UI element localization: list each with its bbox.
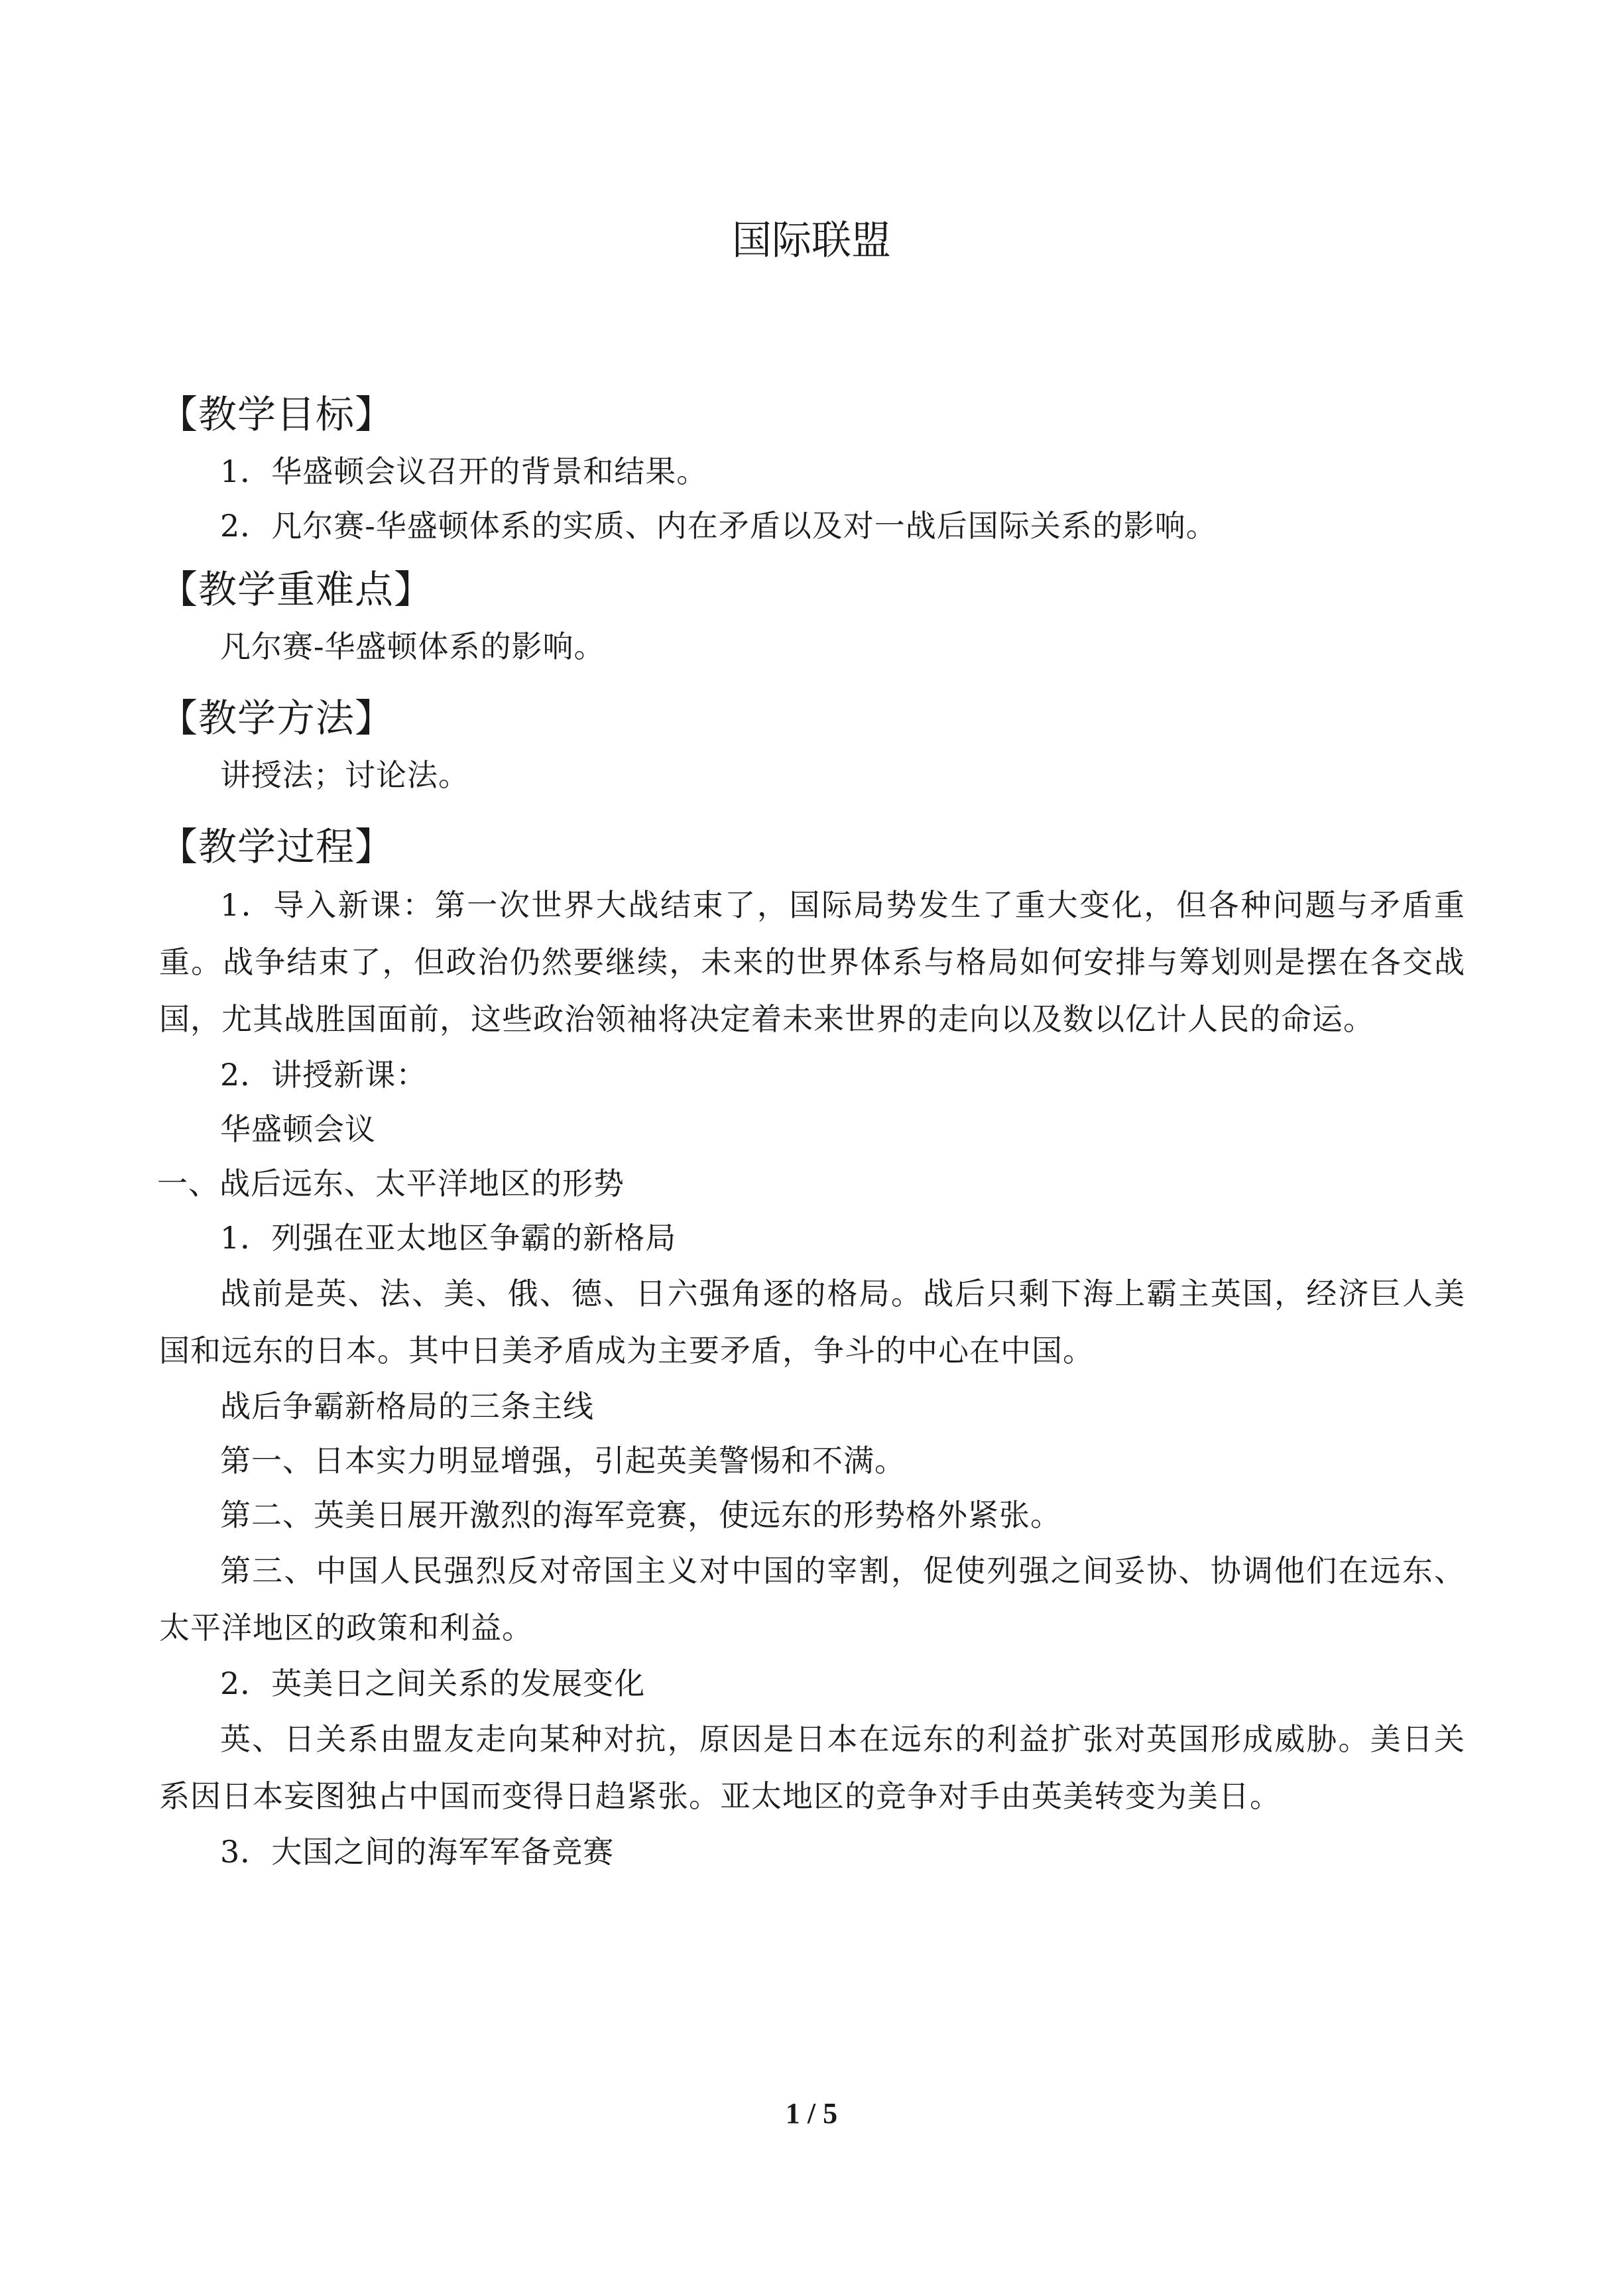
objective-item: 1．华盛顿会议召开的背景和结果。: [220, 453, 708, 489]
key-points-heading: 【教学重难点】: [159, 567, 434, 612]
point-paragraph: 战前是英、法、美、俄、德、日六强角逐的格局。战后只剩下海上霸主英国，经济巨人美国和远东的日本。其中日美矛盾成为主要矛盾，争斗的中心在中国。: [159, 1276, 1465, 1368]
main-lines-title: 战后争霸新格局的三条主线: [220, 1388, 594, 1424]
main-line-item: 第二、英美日展开激烈的海军竞赛，使远东的形势格外紧张。: [220, 1497, 1061, 1533]
methods-heading: 【教学方法】: [159, 695, 394, 741]
document-body: [159, 385, 1465, 1879]
main-line-item: 第一、日本实力明显增强，引起英美警惕和不满。: [220, 1443, 906, 1479]
page-title: 国际联盟: [732, 217, 891, 264]
intro-paragraph: 1．导入新课：第一次世界大战结束了，国际局势发生了重大变化，但各种问题与矛盾重重。战争结束了，但政治仍然要继续，未来的世界体系与格局如何安排与筹划则是摆在各交战国，尤其战胜国面前，这些政治领袖将决定着未来世界的走向以及数以亿计人民的命运。: [159, 887, 1465, 1037]
point-title: 1．列强在亚太地区争霸的新格局: [220, 1220, 677, 1256]
point-title: 3．大国之间的海军军备竞赛: [220, 1834, 615, 1870]
teach-label: 2．讲授新课：: [220, 1057, 428, 1093]
section-subtitle: 华盛顿会议: [220, 1111, 376, 1147]
page-number: 1 / 5: [785, 2097, 838, 2130]
part-title: 一、战后远东、太平洋地区的形势: [157, 1166, 625, 1201]
objectives-heading: 【教学目标】: [159, 392, 394, 437]
process-heading: 【教学过程】: [159, 824, 394, 869]
key-points-text: 凡尔赛-华盛顿体系的影响。: [220, 629, 605, 664]
objective-item: 2．凡尔赛-华盛顿体系的实质、内在矛盾以及对一战后国际关系的影响。: [220, 508, 1217, 544]
methods-text: 讲授法；讨论法。: [220, 757, 469, 793]
main-line-item: 第三、中国人民强烈反对帝国主义对中国的宰割，促使列强之间妥协、协调他们在远东、太平洋地区的政策和利益。: [159, 1553, 1465, 1646]
point-paragraph: 英、日关系由盟友走向某种对抗，原因是日本在远东的利益扩张对英国形成威胁。美日关系因日本妄图独占中国而变得日趋紧张。亚太地区的竞争对手由英美转变为美日。: [159, 1721, 1465, 1814]
point-title: 2．英美日之间关系的发展变化: [220, 1665, 646, 1701]
